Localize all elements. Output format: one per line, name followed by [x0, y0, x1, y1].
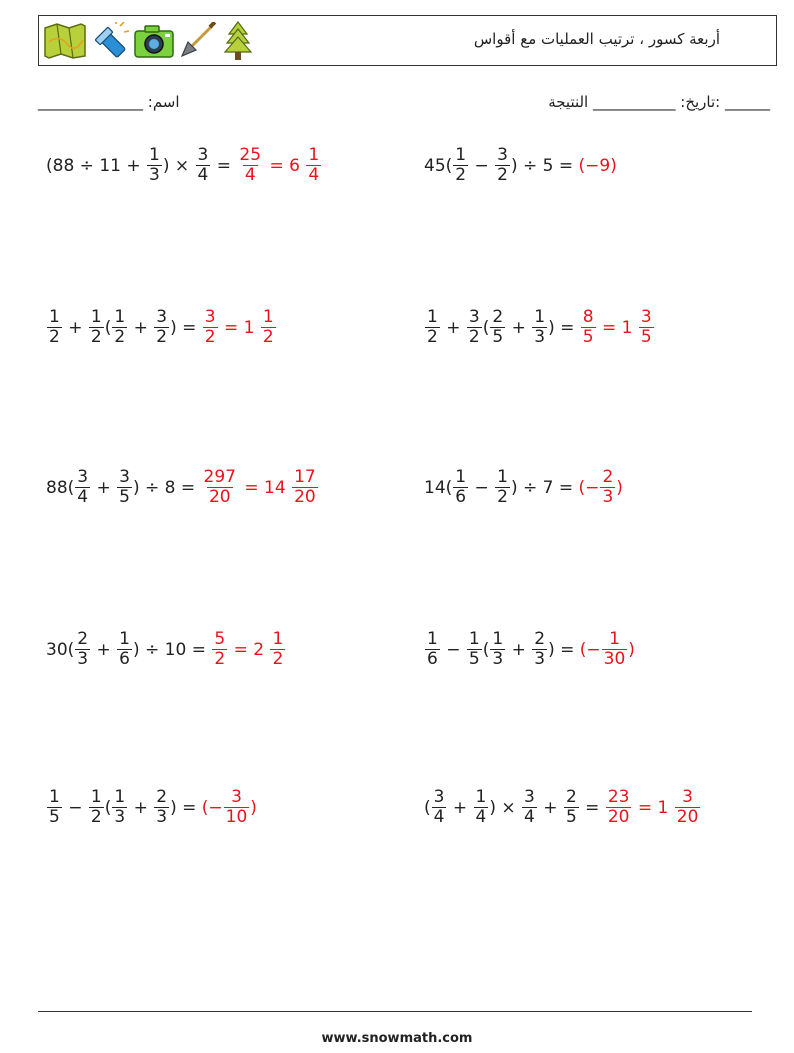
problem-expression: 14( $\frac{1}{6}$ − $\frac{1}{2}$ ) ÷ 7 =: [424, 467, 579, 507]
problem-p7: [46, 630, 286, 669]
problem-p1: [46, 146, 322, 185]
problem-p8: [424, 630, 635, 669]
name-line: اسم: ______________: [38, 93, 180, 111]
problem-answer: (− $\frac{1}{30}$ ): [579, 629, 635, 669]
fraction: $\frac{3}{2}$: [497, 145, 508, 185]
fraction: $\frac{1}{2}$: [455, 145, 467, 185]
problem-p5: [46, 468, 319, 507]
problem-p4: [424, 308, 655, 347]
fraction: $\frac{1}{2}$: [49, 307, 60, 347]
fraction: $\frac{1}{3}$: [492, 629, 504, 669]
fraction: $\frac{1}{4}$: [475, 787, 487, 827]
problem-p2: [424, 146, 617, 185]
problem-expression: ( $\frac{3}{4}$ + $\frac{1}{4}$ ) × $\frac{3}{4}$ + $\frac{2}{5}$ =: [424, 787, 605, 827]
problem-expression: 30( $\frac{2}{3}$ + $\frac{1}{6}$ ) ÷ 10 =: [46, 629, 212, 669]
problem-answer: $\frac{25}{4}$ = 6 $\frac{1}{4}$: [239, 145, 320, 185]
fraction: $\frac{3}{20}$: [676, 787, 699, 827]
fraction: $\frac{1}{2}$: [272, 629, 284, 669]
problem-p9: [46, 788, 257, 827]
fraction: $\frac{3}{4}$: [77, 467, 89, 507]
problem-expression: (88 ÷ 11 + $\frac{1}{3}$ ) × $\frac{3}{4}$ =: [46, 145, 237, 185]
fraction: $\frac{3}{2}$: [156, 307, 168, 347]
problem-answer: $\frac{297}{20}$ = 14 $\frac{17}{20}$: [203, 467, 316, 507]
fraction: $\frac{1}{2}$: [262, 307, 274, 347]
fraction: $\frac{23}{20}$: [607, 787, 630, 827]
fraction: $\frac{25}{4}$: [239, 145, 262, 185]
shovel-icon: [178, 22, 218, 60]
fraction: $\frac{2}{5}$: [492, 307, 504, 347]
fraction: $\frac{1}{3}$: [114, 787, 126, 827]
problem-p10: [424, 788, 701, 827]
worksheet-header: [38, 15, 777, 66]
fraction: $\frac{2}{3}$: [534, 629, 546, 669]
map-icon: [43, 22, 87, 60]
fraction: $\frac{3}{10}$: [225, 787, 248, 827]
fraction: $\frac{1}{2}$: [90, 307, 102, 347]
problem-answer: (− $\frac{2}{3}$ ): [578, 467, 623, 507]
fraction: $\frac{3}{4}$: [524, 787, 535, 827]
fraction: $\frac{1}{3}$: [534, 307, 546, 347]
problem-answer: $\frac{5}{2}$ = 2 $\frac{1}{2}$: [214, 629, 284, 669]
fraction: $\frac{2}{3}$: [602, 467, 614, 507]
flashlight-icon: [90, 22, 130, 60]
footer-divider: [38, 1011, 752, 1012]
problem-answer: (−9): [578, 155, 617, 176]
footer-url: www.snowmath.com: [321, 1031, 473, 1046]
fraction: $\frac{1}{2}$: [114, 307, 126, 347]
fraction: $\frac{1}{4}$: [308, 145, 320, 185]
fraction: $\frac{2}{3}$: [156, 787, 168, 827]
date-score-line: ______ :تاريخ: ___________ النتيجة: [548, 93, 770, 111]
fraction: $\frac{3}{2}$: [204, 307, 216, 347]
problem-answer: $\frac{3}{2}$ = 1 $\frac{1}{2}$: [204, 307, 274, 347]
fraction: $\frac{8}{5}$: [582, 307, 594, 347]
fraction: $\frac{1}{5}$: [468, 629, 480, 669]
fraction: $\frac{3}{5}$: [119, 467, 130, 507]
problem-expression: $\frac{1}{2}$ + $\frac{3}{2}$ ( $\frac{2}{5}$ + $\frac{1}{3}$ ) =: [427, 307, 580, 347]
fraction: $\frac{1}{6}$: [119, 629, 130, 669]
fraction: $\frac{2}{3}$: [77, 629, 89, 669]
camera-icon: [133, 22, 175, 60]
problem-answer: $\frac{23}{20}$ = 1 $\frac{3}{20}$: [607, 787, 699, 827]
fraction: $\frac{1}{30}$: [603, 629, 626, 669]
fraction: $\frac{3}{4}$: [197, 145, 209, 185]
problem-expression: 45( $\frac{1}{2}$ − $\frac{3}{2}$ ) ÷ 5 =: [424, 145, 579, 185]
fraction: $\frac{1}{3}$: [149, 145, 160, 185]
fraction: $\frac{1}{2}$: [90, 787, 102, 827]
problem-expression: 88( $\frac{3}{4}$ + $\frac{3}{5}$ ) ÷ 8 =: [46, 467, 201, 507]
problem-answer: (− $\frac{3}{10}$ ): [201, 787, 257, 827]
fraction: $\frac{1}{5}$: [49, 787, 60, 827]
fraction: $\frac{17}{20}$: [294, 467, 316, 507]
fraction: $\frac{297}{20}$: [203, 467, 236, 507]
fraction: $\frac{1}{6}$: [427, 629, 438, 669]
problem-expression: $\frac{1}{2}$ + $\frac{1}{2}$ ( $\frac{1}{2}$ + $\frac{3}{2}$ ) =: [49, 307, 202, 347]
problem-expression: $\frac{1}{5}$ − $\frac{1}{2}$ ( $\frac{1}{3}$ + $\frac{2}{3}$ ) =: [49, 787, 202, 827]
fraction: $\frac{1}{2}$: [497, 467, 508, 507]
fraction: $\frac{1}{2}$: [427, 307, 438, 347]
fraction: $\frac{1}{6}$: [455, 467, 467, 507]
problem-answer: $\frac{8}{5}$ = 1 $\frac{3}{5}$: [582, 307, 652, 347]
worksheet-title: أربعة كسور ، ترتيب العمليات مع أقواس: [473, 30, 720, 48]
fraction: $\frac{3}{4}$: [433, 787, 445, 827]
problem-expression: $\frac{1}{6}$ − $\frac{1}{5}$ ( $\frac{1}{3}$ + $\frac{2}{3}$ ) =: [427, 629, 580, 669]
fraction: $\frac{3}{5}$: [640, 307, 652, 347]
problem-p6: [424, 468, 623, 507]
fraction: $\frac{2}{5}$: [565, 787, 577, 827]
fraction: $\frac{5}{2}$: [214, 629, 226, 669]
problem-p3: [46, 308, 277, 347]
header-icons: [43, 20, 255, 62]
tree-icon: [221, 20, 255, 62]
fraction: $\frac{3}{2}$: [468, 307, 480, 347]
